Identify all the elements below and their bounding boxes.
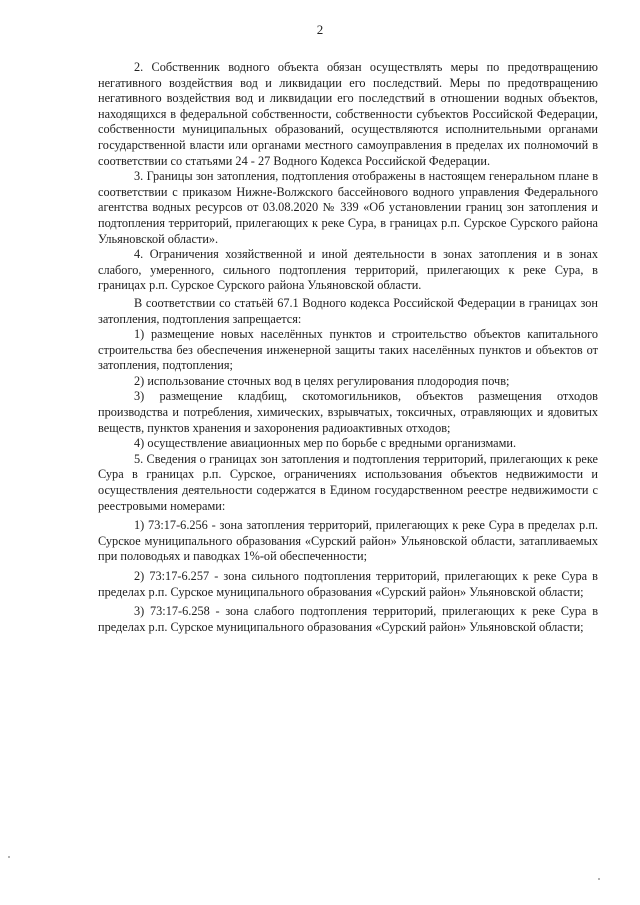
paragraph-4-intro: В соответствии со статьёй 67.1 Водного кодекса Российской Федерации в границах зон затопления, подтопления запрещается: [98, 295, 598, 326]
list-item-4-4: 4) осуществление авиационных мер по борьбе с вредными организмами. [134, 436, 517, 451]
document-body [98, 60, 598, 635]
list-item-5-2: 2) 73:17-6.257 - зона сильного подтопления территорий, прилегающих к реке Сура в пределах р.п. Сурское муниципального образования «Сурский район» Ульяновской области; [98, 569, 598, 599]
paragraph-2: 2. Собственник водного объекта обязан осуществлять меры по предотвращению негативного воздействия вод и ликвидации его последствий. Меры по предотвращению негативного воздействия вод и ликвидации его последствий в отношении водных объектов, находящихся в федеральной собственности, собственности субъектов Российской Федерации, собственности муниципальных образований, осуществляются исполнительными органами государственной власти или органами местного самоуправления в пределах их полномочий в соответствии со статьями 24 - 27 Водного Кодекса Российской Федерации. [98, 60, 598, 168]
list-item-5-3: 3) 73:17-6.258 - зона слабого подтопления территорий, прилегающих к реке Сура в пределах р.п. Сурское муниципального образования «Сурский район» Ульяновской области; [98, 604, 598, 634]
scan-speck [598, 878, 600, 880]
page-number: 2 [316, 22, 324, 37]
paragraph-5: 5. Сведения о границах зон затопления и подтопления территорий, прилегающих к реке Сура в границах р.п. Сурское, ограничениях использования объектов недвижимости и осуществления деятельности содержатся в Едином государственном реестре недвижимости с реестровыми номерами: [98, 451, 598, 513]
list-item-4-3: 3) размещение кладбищ, скотомогильников, объектов размещения отходов производства и потребления, химических, взрывчатых, токсичных, отравляющих и ядовитых веществ, пунктов хранения и захоронения радиоактивных отходов; [98, 389, 598, 435]
list-item-4-2: 2) использование сточных вод в целях регулирования плодородия почв; [134, 373, 510, 388]
paragraph-3: 3. Границы зон затопления, подтопления отображены в настоящем генеральном плане в соответствии с приказом Нижне-Волжского бассейнового водного управления Федерального агентства водных ресурсов от 03.08.2020 № 339 «Об установлении границ зон затопления и подтопления территорий, прилегающих к реке Сура, в границах р.п. Сурское Сурского района Ульяновской области». [98, 169, 598, 246]
paragraph-4: 4. Ограничения хозяйственной и иной деятельности в зонах затопления и в зонах слабого, умеренного, сильного подтопления территорий, прилегающих к реке Сура, в границах р.п. Сурское Сурского района Ульяновской области. [98, 247, 598, 293]
scan-speck [8, 856, 10, 858]
list-item-5-1: 1) 73:17-6.256 - зона затопления территорий, прилегающих к реке Сура в пределах р.п. Сурское муниципального образования «Сурский район» Ульяновской области, затапливаемых при половодьях и паводках 1%-ой обеспеченности; [98, 518, 598, 564]
list-item-4-1: 1) размещение новых населённых пунктов и строительство объектов капитального строительства без обеспечения инженерной защиты таких населённых пунктов и объектов от затопления, подтопления; [98, 327, 598, 373]
